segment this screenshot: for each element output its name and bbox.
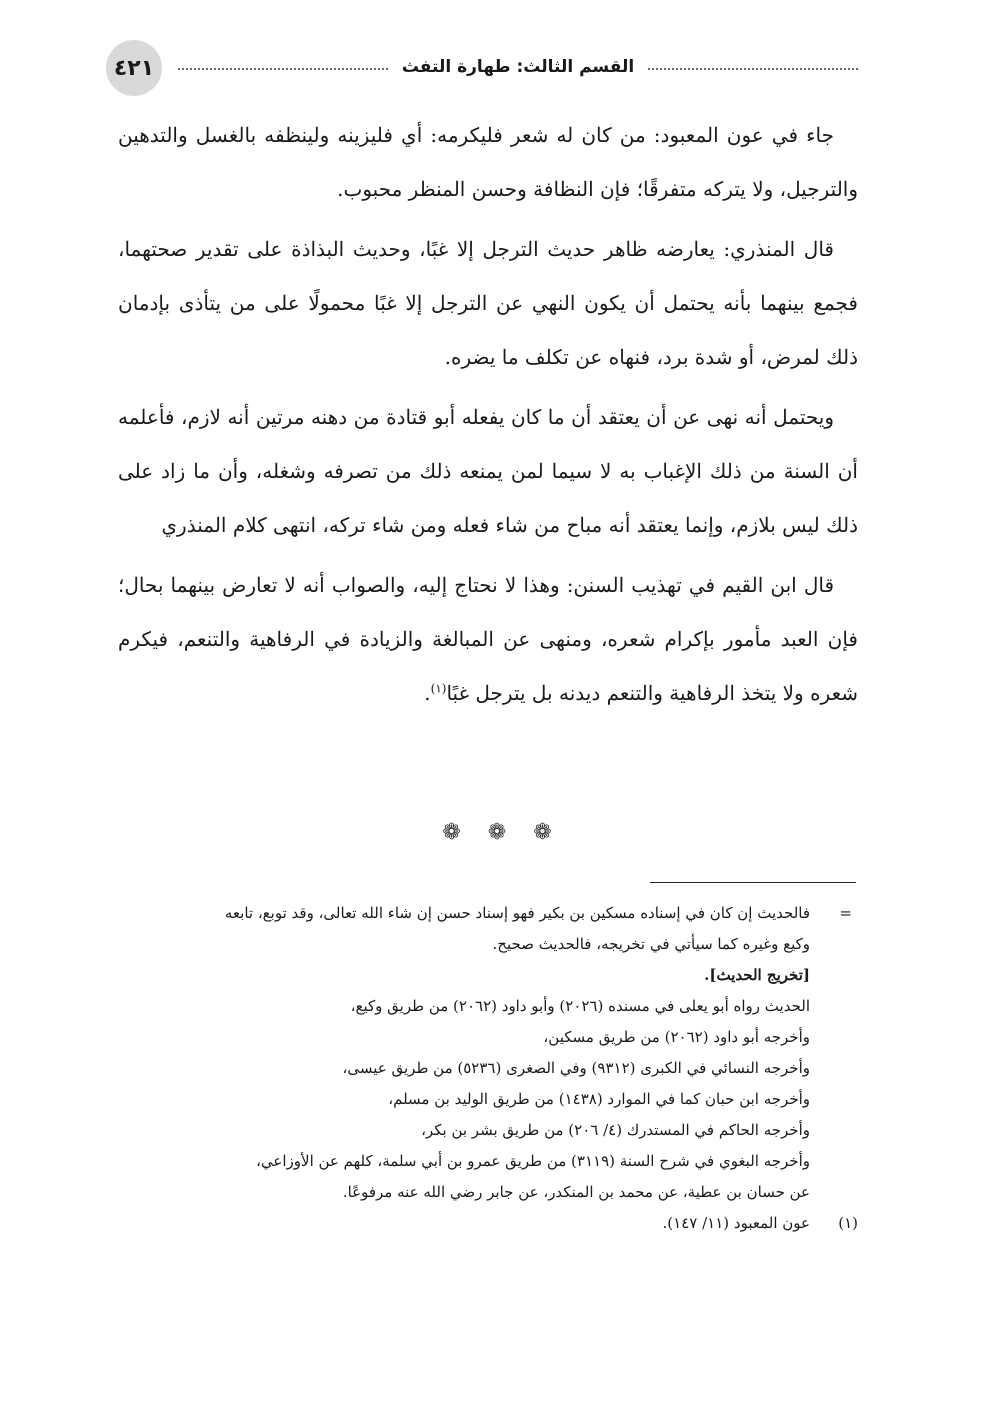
footnote-line: وأخرجه أبو داود (٢٠٦٢) من طريق مسكين، (543, 1028, 810, 1046)
paragraph: قال المنذري: يعارضه ظاهر حديث الترجل إلا غبًا، وحديث البذاذة على تقدير صحتهما، فجمع بينهما بأنه يحتمل أن يكون النهي عن الترجل إلا غبًا محمولًا على من يتأذى بإدمان ذلك لمرض، أو شدة برد، فنهاه عن تكلف ما يضره. (118, 237, 858, 369)
footnote-number: (١) (838, 1214, 858, 1232)
footnote-rule (650, 882, 856, 883)
footnote-reference[interactable]: (١) (430, 681, 447, 696)
paragraph: ويحتمل أنه نهى عن أن يعتقد أن ما كان يفعله أبو قتادة من دهنه مرتين أنه لازم، فأعلمه أن السنة من ذلك الإغباب به لا سيما لمن يمنعه ذلك من تصرفه وشغله، وأن ما زاد على ذلك ليس بلازم، وإنما يعتقد أنه مباح من شاء فعله ومن شاء تركه، انتهى كلام المنذري (118, 405, 858, 537)
footnote-line: وأخرجه النسائي في الكبرى (٩٣١٢) وفي الصغرى (٥٢٣٦) من طريق عيسى، (342, 1059, 810, 1077)
footnote-text: عون المعبود (١١/ ١٤٧). (662, 1214, 810, 1232)
footnote-line: فالحديث إن كان في إسناده مسكين بن بكير فهو إسناد حسن إن شاء الله تعالى، وقد توبع، تابعه (224, 904, 810, 922)
footnote-continuation (118, 898, 858, 1208)
footnote-line: وكيع وغيره كما سيأتي في تخريجه، فالحديث صحيح. (492, 935, 810, 953)
paragraph-text: قال ابن القيم في تهذيب السنن: وهذا لا نحتاج إليه، والصواب أنه لا تعارض بينهما بحال؛ فإن العبد مأمور بإكرام شعره، ومنهى عن المبالغة والزيادة في الرفاهية والتنعم، فيكرم شعره ولا يتخذ الرفاهية والتنعم ديدنه بل يترجل غبًا (118, 573, 858, 705)
footnote-1 (118, 1208, 858, 1239)
paragraph: جاء في عون المعبود: من كان له شعر فليكرمه: أي فليزينه ولينظفه بالغسل والتدهين والترجيل، ولا يتركه متفرقًا؛ فإن النظافة وحسن المنظر محبوب. (118, 123, 858, 201)
closing-dot: . (424, 681, 431, 705)
page-number-badge: ٤٢١ (106, 40, 162, 96)
footnote-line: الحديث رواه أبو يعلى في مسنده (٢٠٢٦) وأبو داود (٢٠٦٢) من طريق وكيع، (350, 997, 810, 1015)
leader-dots-right (648, 68, 858, 70)
footnote-line: وأخرجه ابن حبان كما في الموارد (١٤٣٨) من طريق الوليد بن مسلم، (388, 1090, 810, 1108)
running-head (178, 52, 858, 82)
footnote-line: وأخرجه البغوي في شرح السنة (٣١١٩) من طريق عمرو بن أبي سلمة، كلهم عن الأوزاعي، (256, 1152, 810, 1170)
footnotes (118, 898, 858, 1239)
footnote-line: وأخرجه الحاكم في المستدرك (٤/ ٢٠٦) من طريق بشر بن بكر، (421, 1121, 810, 1139)
section-separator-stars: ❁ ❁ ❁ (442, 820, 562, 845)
page-header (106, 40, 858, 112)
main-text (118, 108, 858, 726)
running-title: القسم الثالث: طهارة التفث (401, 57, 635, 77)
continuation-mark: = (839, 904, 852, 922)
leader-dots-left (178, 68, 388, 70)
paragraph-last (118, 558, 858, 720)
footnote-heading: [تخريج الحديث]. (704, 966, 810, 984)
footnote-line: عن حسان بن عطية، عن محمد بن المنكدر، عن جابر رضي الله عنه مرفوعًا. (342, 1183, 810, 1201)
